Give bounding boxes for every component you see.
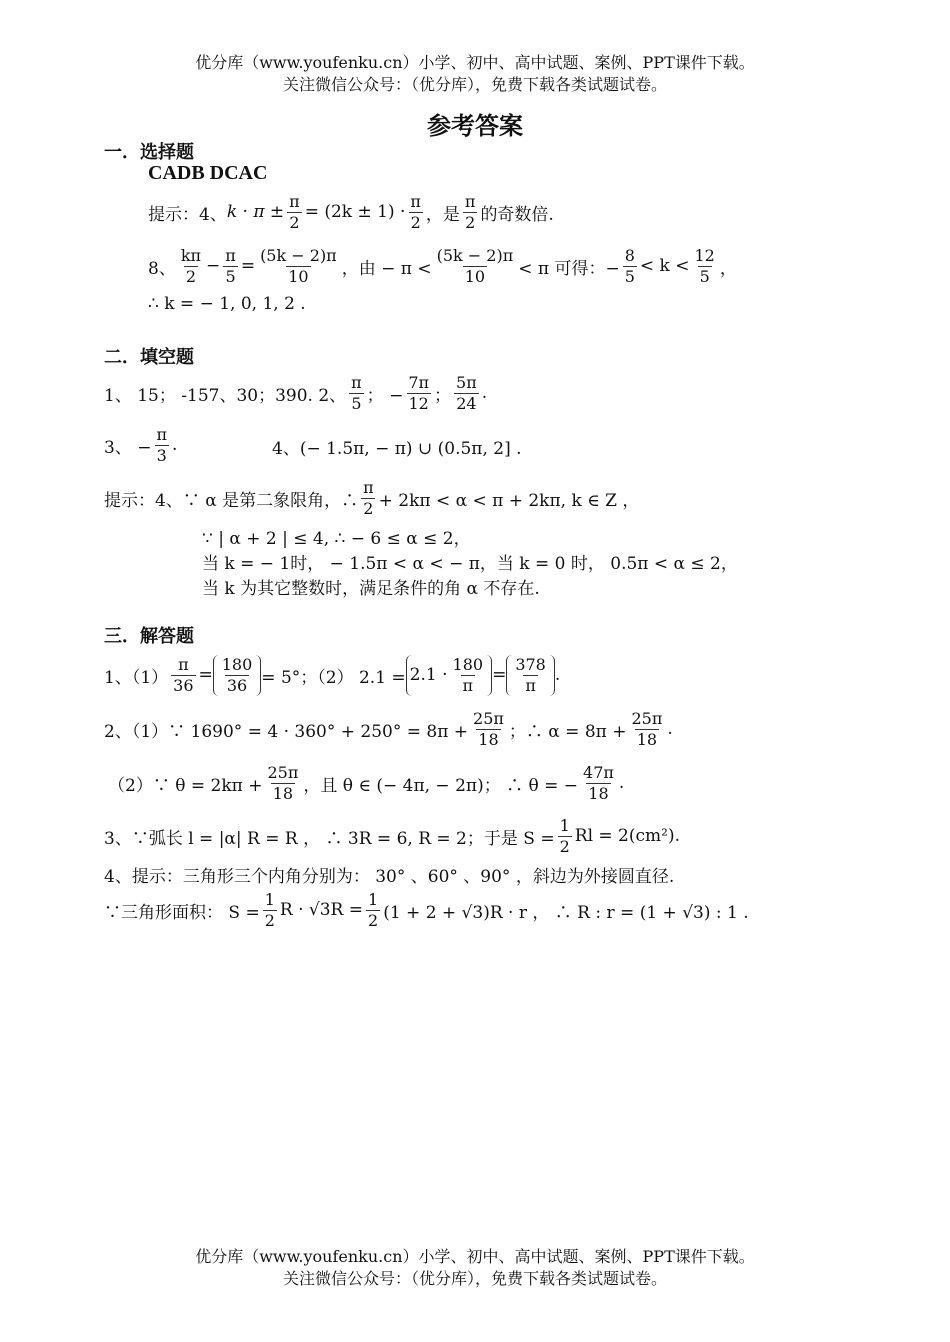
fraction-25pi-over-18: $\frac{25\pi}{18}$	[631, 708, 663, 749]
paren-group	[406, 655, 492, 696]
q2-2-mid: ，且 θ ∈ (− 4π, − 2π)； ∴ θ = −	[303, 775, 579, 796]
separator: ； −	[366, 385, 404, 406]
comma: ，	[719, 258, 737, 279]
q2-1-result: ；∴ α = 8π +	[508, 721, 627, 742]
fraction-pi-over-3: $\frac{\pi}{3}$	[156, 424, 167, 465]
fill-1-2-text: 1、 15； -157、30；390. 2、	[104, 385, 347, 406]
fraction-kpi-over-2: kπ 2	[180, 245, 202, 286]
q2-1-text: 2、（1）∵ 1690° = 4 · 360° + 250° = 8π +	[104, 721, 469, 742]
period: .	[554, 665, 561, 685]
choice-answers: CADB DCAC	[148, 162, 268, 184]
section-solve-heading: 三．解答题	[104, 626, 194, 647]
period: .	[618, 773, 625, 793]
hint8-k-range: < k <	[639, 256, 690, 276]
section-choice-heading: 一．选择题	[104, 142, 194, 163]
q4-area-result: (1 + 2 + √3)R · r ， ∴ R : r = (1 + √3) : 1 .	[383, 902, 749, 923]
hint8-from: ，由 − π <	[341, 258, 432, 279]
fraction-378-over-pi: 378 π	[515, 654, 546, 695]
fill-line-1	[104, 368, 487, 418]
fraction-8-over-5: $\frac{8}{5}$	[624, 245, 635, 286]
solve-q4-area	[104, 886, 749, 934]
fraction-pi-over-5: π 5	[351, 372, 362, 413]
fraction-47pi-over-18: $\frac{47\pi}{18}$	[583, 762, 614, 803]
hint-text-b: + 2kπ < α < π + 2kπ, k ∈ Z ，	[378, 490, 640, 511]
solve-q2-1	[104, 704, 673, 754]
fraction-180-over-pi: 180 π	[452, 654, 484, 695]
fraction-pi-over-36: $\frac{\pi}{36}$	[173, 654, 194, 695]
fraction-180-over-36: 180 36	[221, 654, 253, 695]
page-title: 参考答案	[427, 112, 523, 140]
equals-sign: =	[240, 256, 256, 276]
fraction-1-over-2: $\frac{1}{2}$	[559, 815, 570, 856]
fill-line-4: 4、(− 1.5π, − π) ∪ (0.5π, 2] .	[272, 439, 522, 459]
fill-hint-line-2: ∵ | α + 2 | ≤ 4, ∴ − 6 ≤ α ≤ 2，	[202, 529, 471, 549]
fraction-12-over-5: 12 5	[694, 245, 715, 286]
fraction-pi-over-2: π 2	[410, 191, 421, 232]
q4-area-text: ∵三角形面积： S =	[104, 902, 260, 923]
hint4-prefix: 提示：4、	[148, 204, 227, 225]
fraction-pi-over-2: π 2	[363, 477, 374, 518]
fraction-25pi-over-18: $\frac{25\pi}{18}$	[473, 708, 504, 749]
fraction-pi-over-5: $\frac{\pi}{5}$	[225, 245, 236, 286]
period: .	[171, 435, 178, 455]
fraction-5pi-over-24: 5π 24	[456, 372, 477, 413]
fill-line-3	[104, 421, 177, 469]
hint4-text2: 的奇数倍.	[480, 204, 554, 225]
header-line-2: 关注微信公众号：（优分库），免费下载各类试题试卷。	[282, 75, 667, 94]
solve-q3	[104, 812, 680, 860]
hint4-lhs: k · π ±	[226, 202, 285, 222]
fraction-25pi-over-18: $\frac{25\pi}{18}$	[267, 762, 299, 803]
period: .	[481, 383, 488, 403]
fill-hint-line-4: 当 k 为其它整数时，满足条件的角 α 不存在.	[202, 579, 540, 599]
fraction-1-over-2: $\frac{1}{2}$	[264, 889, 275, 930]
hint4-mid: = (2k ± 1) ·	[304, 202, 406, 222]
fill-hint-line-1	[104, 474, 639, 522]
fraction-5k2pi-over-10: (5k − 2)π 10	[436, 245, 514, 286]
period: .	[667, 719, 673, 739]
choice-hint-8	[148, 242, 737, 290]
choice-hint-4	[148, 188, 554, 236]
hint8-prefix: 8、	[148, 258, 176, 279]
q4-area-mid: R · √3R =	[279, 900, 363, 920]
fill-3-text: 3、 −	[104, 437, 152, 458]
section-fill-heading: 二．填空题	[104, 347, 194, 368]
fraction-pi-over-2: π 2	[464, 191, 476, 232]
hint8-result: ∴ k = − 1, 0, 1, 2 .	[148, 294, 306, 314]
solve-q2-2	[108, 758, 624, 808]
header-line-1: 优分库（www.youfenku.cn）小学、初中、高中试题、案例、PPT课件下载。	[195, 53, 755, 72]
q2-2-text: （2）∵ θ = 2kπ +	[108, 775, 263, 796]
footer-line-1: 优分库（www.youfenku.cn）小学、初中、高中试题、案例、PPT课件下载。	[195, 1247, 755, 1266]
q3-result: Rl = 2(cm²).	[574, 826, 680, 846]
q1-mid: = 5°；（2） 2.1 =	[261, 667, 406, 688]
equals-sign: =	[492, 665, 507, 685]
paren-group	[506, 655, 555, 696]
separator: ；	[434, 385, 452, 406]
fraction-7pi-over-12: $\frac{7\pi}{12}$	[408, 372, 430, 413]
fraction-pi-over-2: $\frac{\pi}{2}$	[289, 191, 300, 232]
hint-text-a: 提示：4、∵ α 是第二象限角，∴	[104, 490, 359, 511]
solve-q1	[104, 650, 560, 700]
footer-line-2: 关注微信公众号：（优分库），免费下载各类试题试卷。	[282, 1269, 667, 1288]
paren-group	[213, 655, 262, 696]
hint4-text1: ，是	[425, 204, 460, 225]
fraction-1-over-2: $\frac{1}{2}$	[368, 889, 379, 930]
equals-sign: =	[198, 665, 213, 685]
fraction-5k2pi-over-10: $\frac{(5k - 2)\pi}{10}$	[260, 245, 337, 286]
solve-q4: 4、提示：三角形三个内角分别为： 30° 、60° 、90° ，斜边为外接圆直径.	[104, 867, 675, 887]
q1-label: 1、（1）	[104, 667, 169, 688]
q3-text: 3、∵弧长 l = |α| R = R ， ∴ 3R = 6, R = 2；于是 S =	[104, 828, 555, 849]
q1-factor: 2.1 ·	[409, 665, 448, 685]
minus-sign: −	[206, 256, 221, 276]
hint8-conclude: < π 可得：−	[518, 258, 620, 279]
fill-hint-line-3: 当 k = − 1时， − 1.5π < α < − π，当 k = 0 时， 0.5π < α ≤ 2，	[202, 554, 738, 574]
